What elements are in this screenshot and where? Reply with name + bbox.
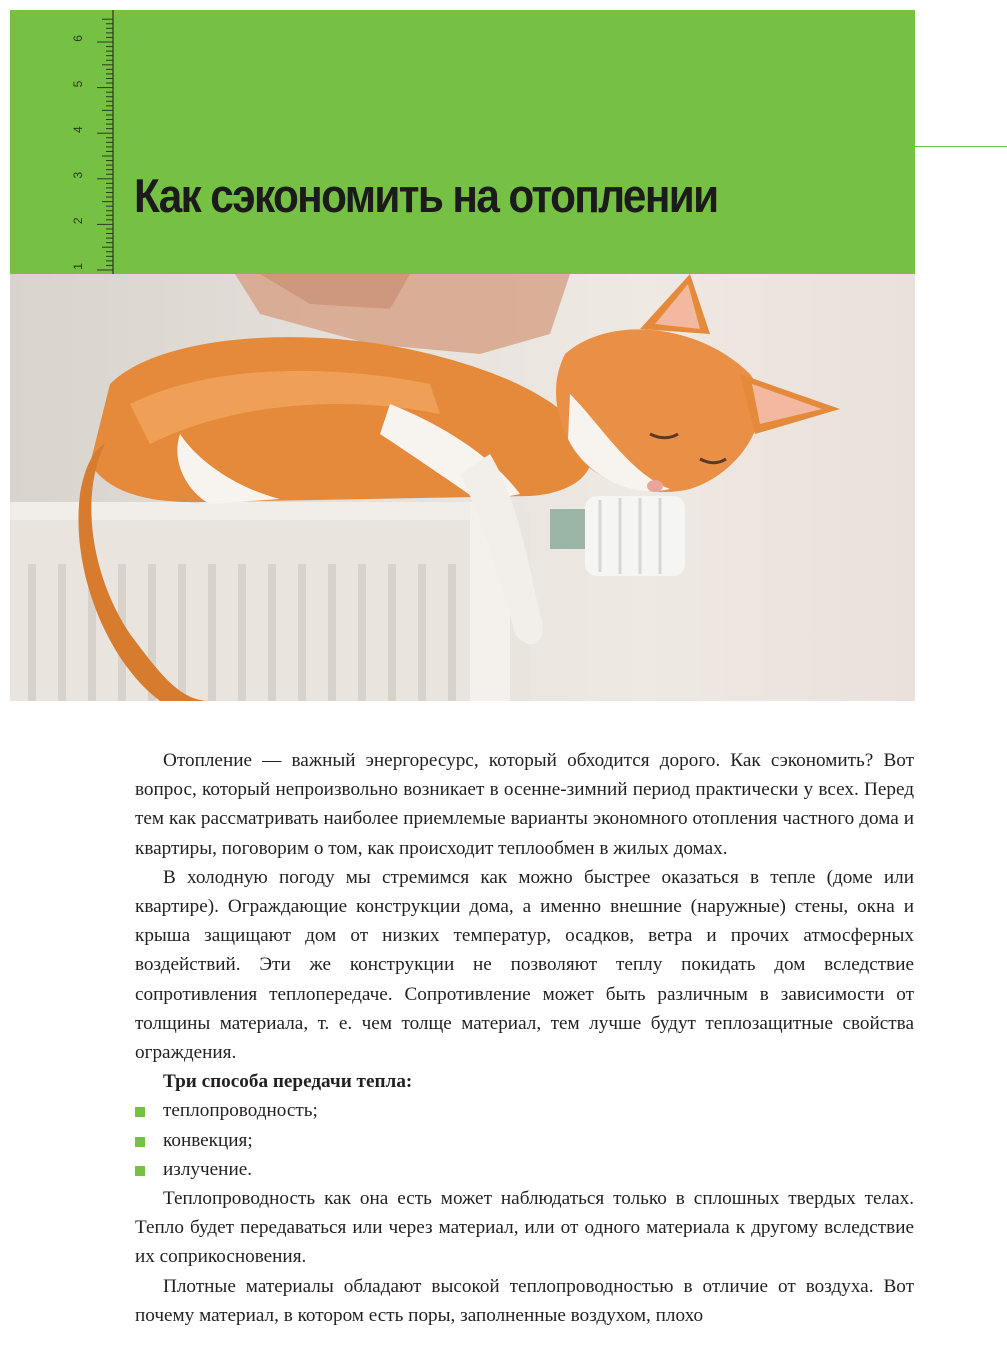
bullet-square-icon <box>135 1166 145 1176</box>
list-item: конвекция; <box>135 1126 914 1155</box>
bullet-square-icon <box>135 1137 145 1147</box>
photo-cat-on-radiator <box>10 274 915 701</box>
list-item: излучение. <box>135 1155 914 1184</box>
paragraph-dense-materials: Плотные материалы обладают высокой теплопроводностью в отличие от воздуха. Вот почему материал, в котором есть поры, заполненные воздухом, плохо <box>135 1275 914 1326</box>
paragraph-conduction: Теплопроводность как она есть может наблюдаться только в сплошных твердых телах. Тепло будет передаваться или через материал, или от одного материала к другому вследствие их соприкосновения. <box>135 1188 914 1268</box>
article-body <box>135 746 914 1330</box>
paragraph-intro: Отопление — важный энергоресурс, который обходится дорого. Как сэкономить? Вот вопрос, который непроизвольно возникает в осенне-зимний период практически у всех. Перед тем как рассматривать наиболее приемлемые варианты экономного отопления частного дома и квартиры, поговорим о том, как происходит теплообмен в жилых домах. <box>135 750 914 859</box>
ruler-number: 2 <box>71 217 85 225</box>
ruler-number: 4 <box>71 126 85 133</box>
ruler-scale <box>68 10 120 274</box>
ruler-number: 5 <box>71 80 85 88</box>
side-rule-line <box>915 146 1007 147</box>
ruler-number: 6 <box>71 35 85 42</box>
paragraph-cold-weather: В холодную погоду мы стремимся как можно быстрее оказаться в тепле (доме или квартире). Ограждающие конструкции дома, а именно внешние (наружные) стены, окна и крыша защищают дом от низких температур, осадков, ветра и прочих атмосферных воздействий. Эти же конструкции не позволяют теплу покидать дом вследствие сопротивления теплопередаче. Сопротивление может быть различным в зависимости от толщины материала, т. е. чем толще материал, тем лучше будут теплозащитные свойства ограждения. <box>135 866 914 1064</box>
page-title: Как сэкономить на отоплении <box>134 169 718 222</box>
bullet-square-icon <box>135 1107 145 1117</box>
heat-transfer-list <box>135 1096 914 1184</box>
list-title: Три способа передачи тепла: <box>163 1071 413 1093</box>
list-item: теплопроводность; <box>135 1096 914 1125</box>
ruler-number: 3 <box>71 171 85 179</box>
ruler-number: 1 <box>71 263 85 270</box>
header-banner <box>10 10 915 274</box>
